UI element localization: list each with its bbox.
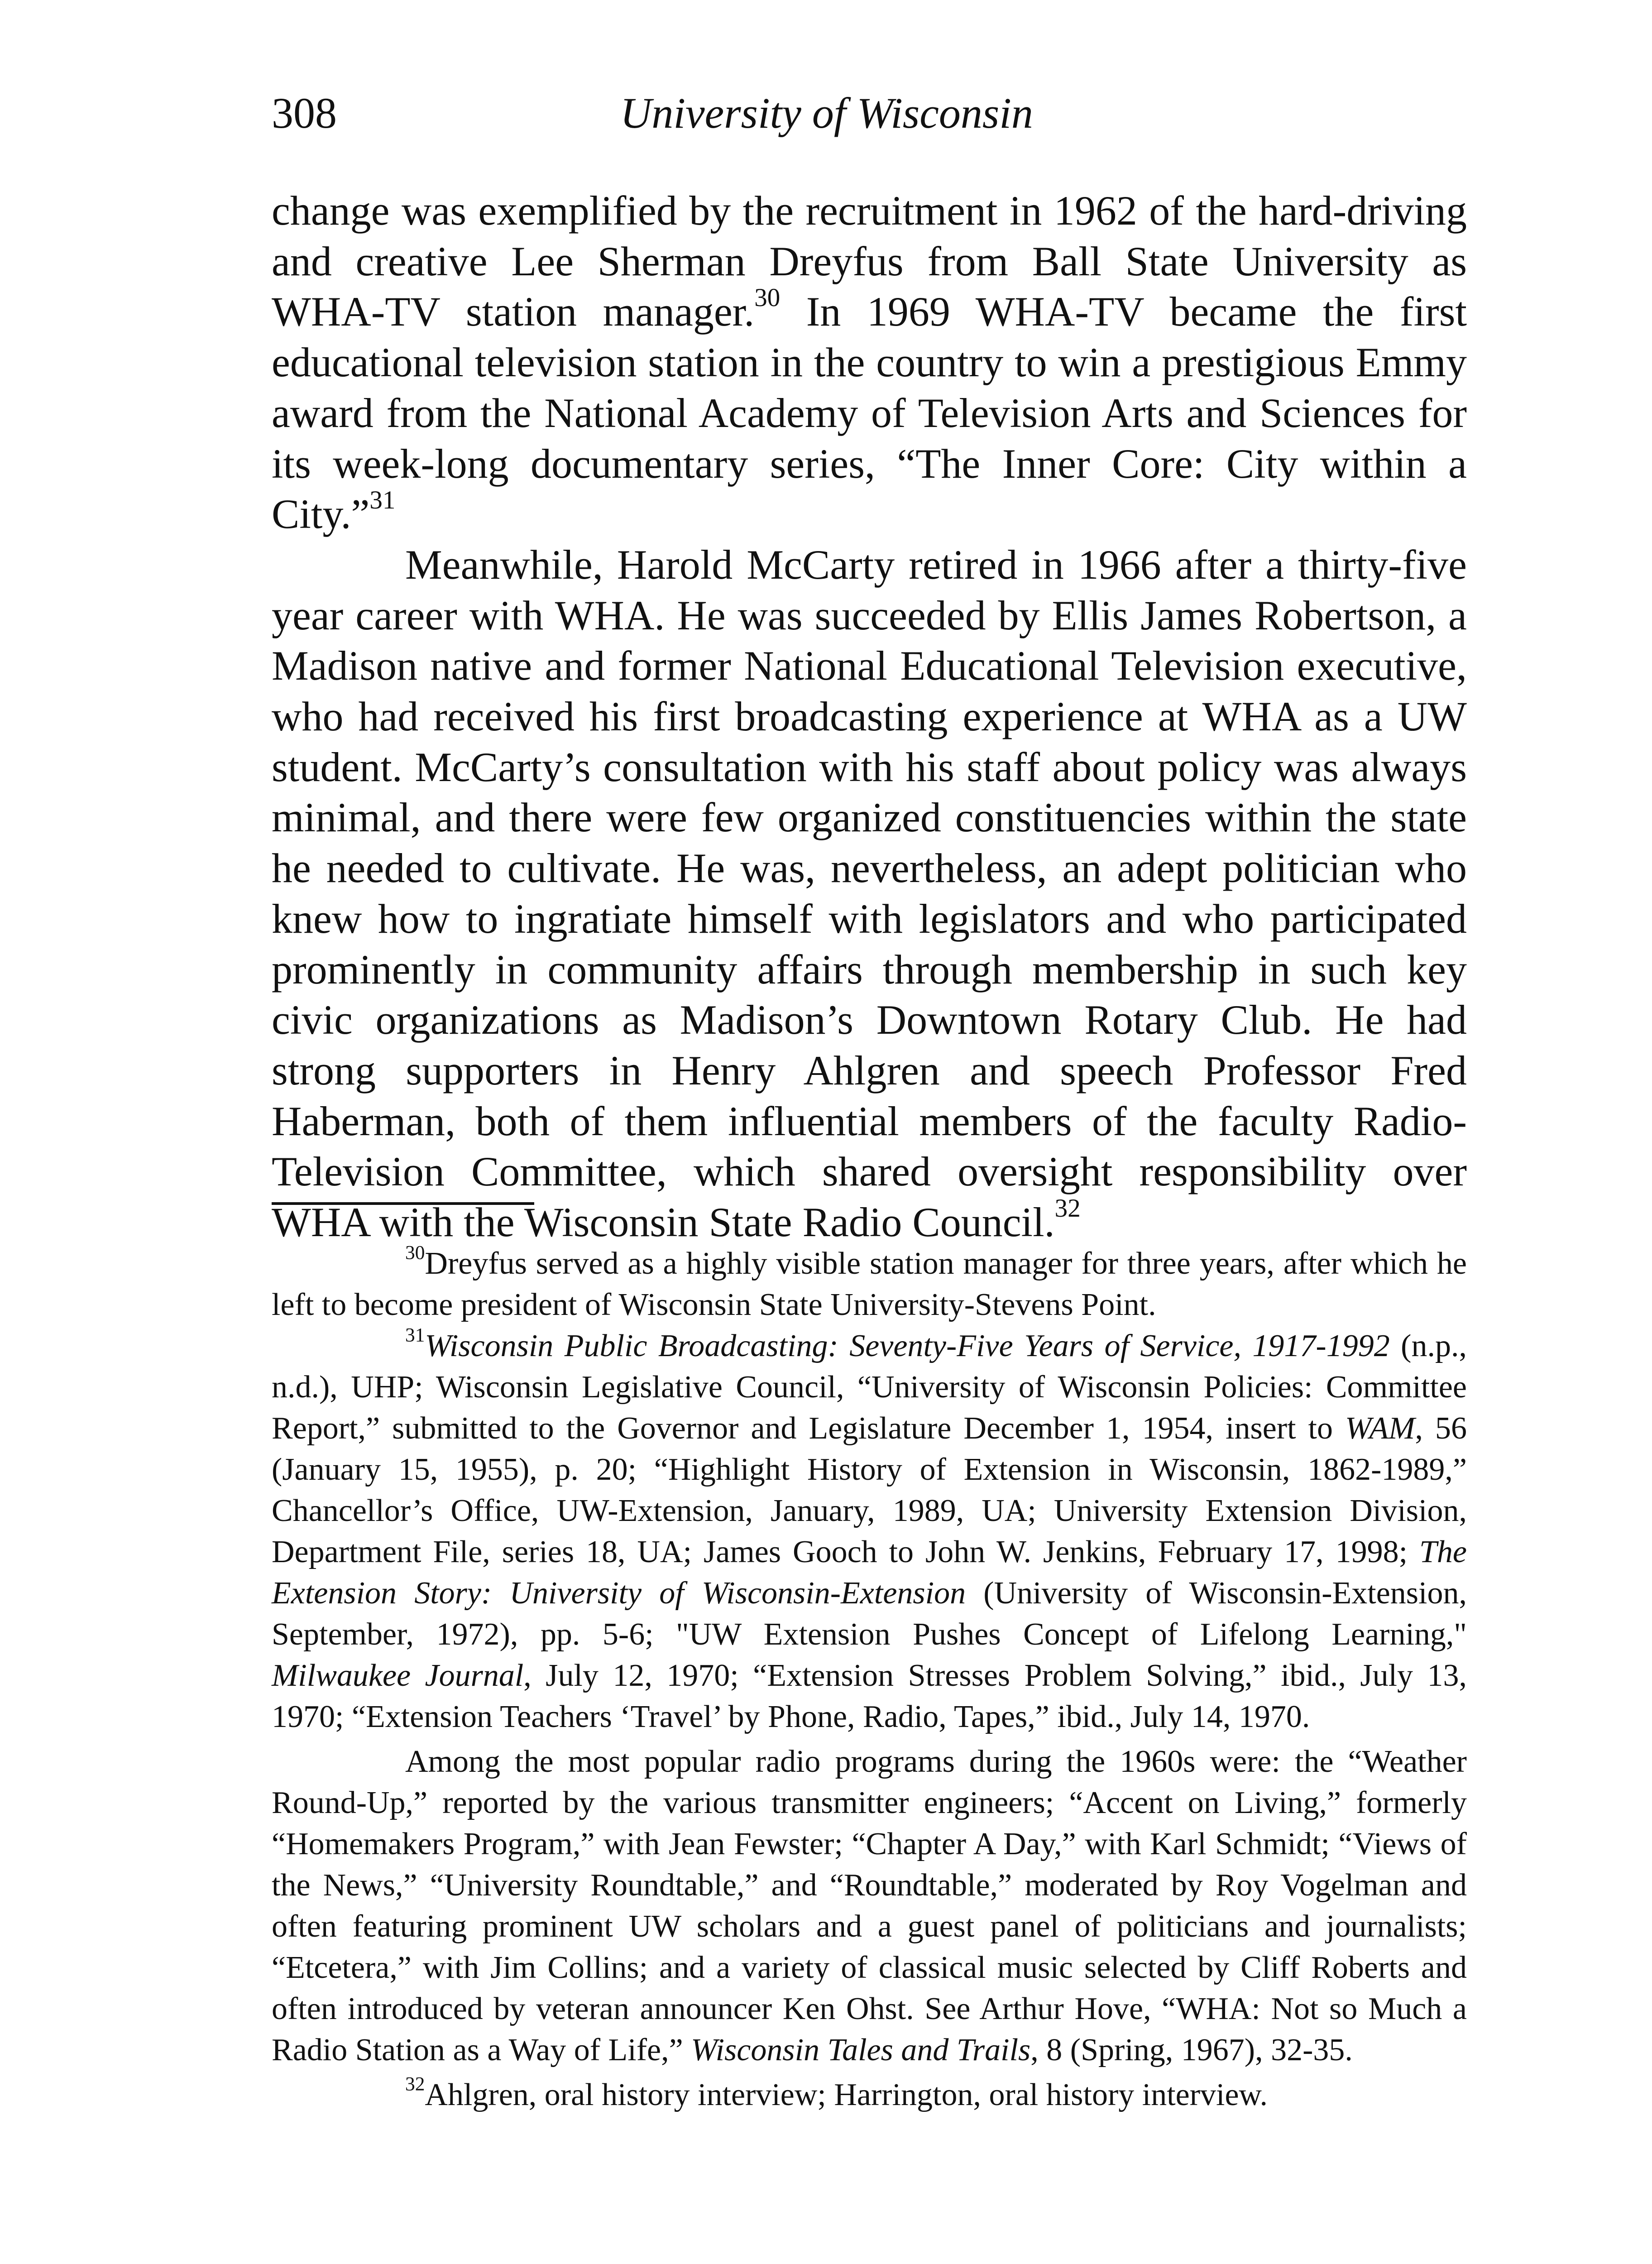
- footnote-text: , 8 (Spring, 1967), 32-35.: [1030, 2033, 1353, 2067]
- footnote-mark: 30: [405, 1242, 425, 1264]
- footnote-31: [272, 1325, 1467, 1737]
- footnote-text: (n.p., n.d.), UHP; Wisconsin Legislative Council, “University of Wisconsin Policies: Committee Report,” submitted to the Governor and Legislature December 1, 1954, insert to: [272, 1329, 1467, 1446]
- cited-title: Wisconsin Public Broadcasting: Seventy-Five Years of Service, 1917-1992: [425, 1329, 1390, 1363]
- footnote-text: Dreyfus served as a highly visible station manager for three years, after which he left to become president of Wisconsin State University-Stevens Point.: [272, 1246, 1467, 1322]
- footnote-ref-32: 32: [1054, 1194, 1081, 1223]
- footnote-text: , 56 (January 15, 1955), p. 20; “Highlight History of Extension in Wisconsin, 1862-1989,” Chancellor’s Office, UW-Extension, January, 1989, UA; University Extension Division, Department File, series 18, UA; James Gooch to John W. Jenkins, February 17, 1998;: [272, 1411, 1467, 1569]
- body-paragraph-1: [272, 186, 1467, 540]
- cited-title: Milwaukee Journal: [272, 1658, 524, 1693]
- footnotes: [272, 1243, 1467, 2115]
- footnote-mark: 32: [405, 2073, 425, 2095]
- running-title: University of Wisconsin: [620, 89, 1033, 137]
- body-text-span: Meanwhile, Harold McCarty retired in 1966 after a thirty-five year career with WHA. He was succeeded by Ellis James Robertson, a Madison native and former National Educational Television executive, who had received his first broadcasting experience at WHA as a UW student. McCarty’s consultation with his staff about policy was always minimal, and there were few organized constituencies within the state he needed to cultivate. He was, nevertheless, an adept politician who knew how to ingratiate himself with legislators and who participated prominently in community affairs through membership in such key civic organizations as Madison’s Downtown Rotary Club. He had strong supporters in Henry Ahlgren and speech Professor Fred Haberman, both of them influential members of the faculty Radio-Television Committee, which shared oversight responsibility over WHA with the Wisconsin State Radio Council.: [272, 541, 1467, 1246]
- footnote-ref-31: 31: [369, 486, 396, 515]
- footnote-ref-30: 30: [754, 283, 781, 312]
- main-text: [272, 186, 1467, 1248]
- footnote-text: (University of Wisconsin-Extension, September, 1972), pp. 5-6; "UW Extension Pushes Concept of Lifelong Learning,": [272, 1576, 1467, 1652]
- footnote-divider: [272, 1202, 534, 1205]
- footnote-text: Ahlgren, oral history interview; Harrington, oral history interview.: [425, 2077, 1268, 2112]
- footnote-text: Among the most popular radio programs during the 1960s were: the “Weather Round-Up,” reported by the various transmitter engineers; “Accent on Living,” formerly “Homemakers Program,” with Jean Fewster; “Chapter A Day,” with Karl Schmidt; “Views of the News,” “University Roundtable,” and “Roundtable,” moderated by Roy Vogelman and often featuring prominent UW scholars and a guest panel of politicians and journalists; “Etcetera,” with Jim Collins; and a variety of classical music selected by Cliff Roberts and often introduced by veteran announcer Ken Ohst. See Arthur Hove, “WHA: Not so Much a Radio Station as a Way of Life,”: [272, 1744, 1467, 2067]
- cited-title: WAM: [1345, 1411, 1415, 1446]
- footnote-32: [272, 2074, 1467, 2115]
- body-paragraph-2: [272, 540, 1467, 1248]
- body-text-span: In 1969 WHA-TV became the first educational television station in the country to win a prestigious Emmy award from the National Academy of Television Arts and Sciences for its week-long documentary series, “The Inner Core: City within a City.”: [272, 288, 1467, 537]
- footnote-text: , July 12, 1970; “Extension Stresses Problem Solving,” ibid., July 13, 1970; “Extension Teachers ‘Travel’ by Phone, Radio, Tapes,” ibid., July 14, 1970.: [272, 1658, 1467, 1734]
- page-number: 308: [272, 89, 337, 137]
- footnote-31-continued: [272, 1741, 1467, 2071]
- cited-title: Wisconsin Tales and Trails: [691, 2033, 1031, 2067]
- body-text-span: change was exemplified by the recruitment in 1962 of the hard-driving and creative Lee Sherman Dreyfus from Ball State University as WHA-TV station manager.: [272, 187, 1467, 335]
- footnote-mark: 31: [405, 1324, 425, 1346]
- cited-title: The Extension Story: University of Wisconsin-Extension: [272, 1535, 1467, 1611]
- page-header: [272, 82, 1467, 145]
- footnote-30: [272, 1243, 1467, 1325]
